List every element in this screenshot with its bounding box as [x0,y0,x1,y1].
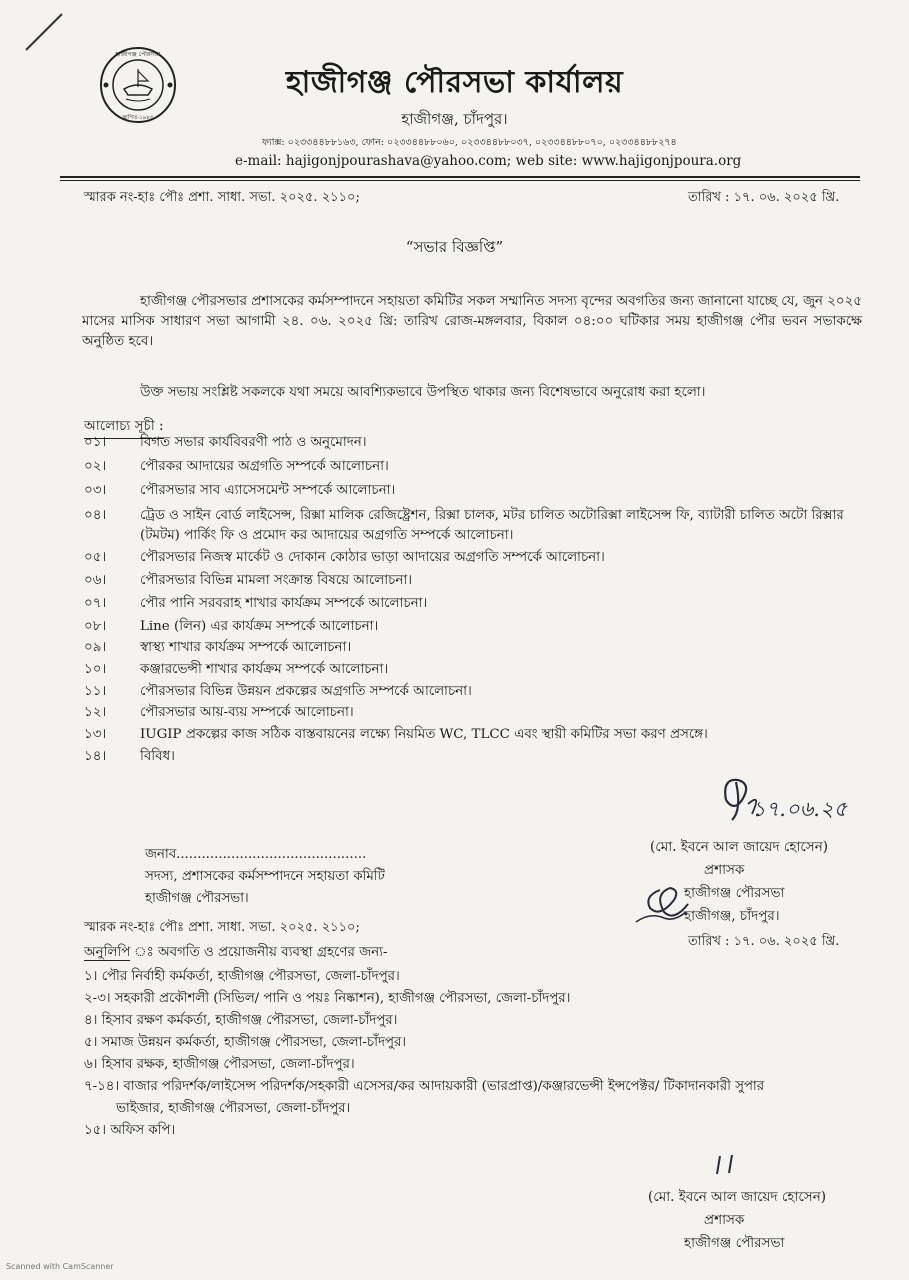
agenda-number: ১১। [84,684,107,699]
office-title: হাজীগঞ্জ পৌরসভা কার্যালয় [285,65,624,100]
signature-scribble-icon [630,878,710,928]
agenda-text: বিগত সভার কার্যবিবরণী পাঠ ও অনুমোদন। [140,435,367,450]
recipient-block [145,844,385,910]
agenda-text: Line (লিন) এর কার্যক্রম সম্পর্কে আলোচনা। [140,619,379,634]
copy-item: ৫। সমাজ উন্নয়ন কর্মকর্তা, হাজীগঞ্জ পৌরসভা, জেলা-চাঁদপুর। [84,1035,407,1050]
copy-item: ভাইজার, হাজীগঞ্জ পৌরসভা, জেলা-চাঁদপুর। [116,1101,351,1116]
signatory-name: (মো. ইবনে আল জায়েদ হোসেন) [650,839,829,855]
copy-item: ২-৩। সহকারী প্রকৌশলী (সিভিল/ পানি ও পয়ঃ নিষ্কাশন), হাজীগঞ্জ পৌরসভা, জেলা-চাঁদপুর। [84,991,571,1006]
agenda-text: পৌরসভার নিজস্ব মার্কেট ও দোকান কোঠার ভাড়া আদায়ের অগ্রগতি সম্পর্কে আলোচনা। [140,550,605,565]
agenda-text: পৌরসভার বিভিন্ন মামলা সংক্রান্ত বিষয়ে আলোচনা। [140,573,413,588]
copy-item: ৬। হিসাব রক্ষক, হাজীগঞ্জ পৌরসভা, জেলা-চাঁদপুর। [84,1057,355,1072]
agenda-text: পৌর পানি সরবরাহ শাখার কার্যক্রম সম্পর্কে আলোচনা। [140,596,428,611]
recipient-line-3: হাজীগঞ্জ পৌরসভা। [145,891,249,906]
agenda-number: ১৪। [84,749,107,764]
agenda-number: ০৫। [84,550,107,565]
agenda-number: ০৬। [84,573,107,588]
memo-date: তারিখ : ১৭. ০৬. ২০২৫ খ্রি. [688,190,840,205]
scanner-stamp: Scanned with CamScanner [6,1262,114,1271]
agenda-text: পৌরসভার আয়-ব্যয় সম্পর্কে আলোচনা। [140,705,354,720]
handwritten-date: ১৭.০৬.২৫ [752,797,848,821]
agenda-text: IUGIP প্রকল্পের কাজ সঠিক বাস্তবায়নের লক্ষ্যে নিয়মিত WC, TLCC এবং স্থায়ী কমিটির সভা করণ প্রসঙ্গে। [140,727,708,742]
header-divider [60,176,860,181]
handwritten-signature-icon [712,770,872,830]
logo-bottom-text: স্থাপিত-১৯৮৫ [122,115,154,121]
copy-item: ৪। হিসাব রক্ষণ কর্মকর্তা, হাজীগঞ্জ পৌরসভা, জেলা-চাঁদপুর। [84,1013,398,1028]
agenda-number: ০৪। [84,508,107,523]
agenda-number: ০৯। [84,640,107,655]
agenda-title: আলোচ্য সূচী : [84,415,164,439]
notice-paragraph-2: উক্ত সভায় সংশ্লিষ্ট সকলকে যথা সময়ে আবশ্যিকভাবে উপস্থিত থাকার জন্য বিশেষভাবে অনুরোধ করা হলো। [140,385,706,400]
signatory-title: প্রশাসক [704,862,745,878]
recipient-line-2: সদস্য, প্রশাসকের কর্মসম্পাদনে সহায়তা কমিটি [145,869,385,884]
office-email-web: e-mail: hajigonjpourashava@yahoo.com; web site: www.hajigonjpoura.org [235,153,742,169]
agenda-number: ০১। [84,435,107,450]
office-location: হাজীগঞ্জ, চাঁদপুর। [401,110,508,128]
agenda-text: স্বাস্থ্য শাখার কার্যক্রম সম্পর্কে আলোচনা। [140,640,352,655]
agenda-number: ১৩। [84,727,107,742]
copy-list [84,966,844,1142]
agenda-text: পৌরকর আদায়ের অগ্রগতি সম্পর্কে আলোচনা। [140,459,389,474]
notice-paragraph-1: হাজীগঞ্জ পৌরসভার প্রশাসকের কর্মসম্পাদনে সহায়তা কমিটির সকল সম্মানিত সদস্য বৃন্দের অবগতির জন্য জানানো যাচ্ছে যে, জুন ২০২৫ মাসের মাসিক সাধারণ সভা আগামী ২৪. ০৬. ২০২৫ খ্রি: তারিখ রোজ-মঙ্গলবার, বিকাল ০৪:০০ ঘটিকার সময় হাজীগঞ্জ পৌর ভবন সভাকক্ষে অনুষ্ঠিত হবে। [82,294,862,349]
agenda-number: ০২। [84,459,107,474]
signatory2-title: প্রশাসক [704,1212,745,1228]
agenda-number: ১২। [84,705,107,720]
signatory-place: হাজীগঞ্জ, চাঁদপুর। [684,908,780,924]
agenda-number: ০৩। [84,483,107,498]
notice-heading: “সভার বিজ্ঞপ্তি” [405,238,504,256]
agenda-text: পৌরসভার বিভিন্ন উন্নয়ন প্রকল্পের অগ্রগতি সম্পর্কে আলোচনা। [140,684,472,699]
signatory2-name: (মো. ইবনে আল জায়েদ হোসেন) [648,1189,827,1205]
logo-ring-text: হাজীগঞ্জ পৌরসভা [115,51,161,58]
office-contact-numbers: ফ্যাক্স: ০২৩৩৪৪৮৮১৬৩, ফোন: ০২৩৩৪৪৮৮০৬০, ০২৩৩৪৪৮৮০৩৭, ০২৩৩৪৪৮৮০৭০, ০২৩৩৪৪৮৮২৭৪ [262,137,677,148]
agenda-text: পৌরসভার সাব এ্যাসেসমেন্ট সম্পর্কে আলোচনা। [140,483,396,498]
agenda-number: ০৭। [84,596,107,611]
agenda-number: ০৮। [84,619,107,634]
agenda-text: ট্রেড ও সাইন বোর্ড লাইসেন্স, রিক্সা মালিক রেজিষ্ট্রেশন, রিক্সা চালক, মটর চালিত অটোরিক্সা লাইসেন্স ফি, ব্যাটারী চালিত অটো রিক্সার (টমটম) পার্কিং ফি ও প্রমোদ কর আদায়ের অগ্রগতি সম্পর্কে আলোচনা। [140,508,844,543]
copy-label: অনুলিপি [84,945,131,960]
memo-reference: স্মারক নং-হাঃ পৌঃ প্রশা. সাধা. সভা. ২০২৫. ২১১০; [84,190,360,205]
agenda-text: বিবিধ। [140,749,175,764]
signatory2-block [648,1186,888,1255]
copy-item: ১৫। অফিস কপি। [84,1123,176,1138]
initial-mark-icon [712,1152,742,1178]
agenda-number: ১০। [84,662,107,677]
agenda-text: কঞ্জারভেন্সী শাখার কার্যক্রম সম্পর্কে আলোচনা। [140,662,389,677]
copy-heading [84,942,387,964]
memo2-date: তারিখ : ১৭. ০৬. ২০২৫ খ্রি. [688,934,840,949]
signatory2-org: হাজীগঞ্জ পৌরসভা [684,1235,785,1251]
copy-item: ৭-১৪। বাজার পরিদর্শক/লাইসেন্স পরিদর্শক/সহকারী এসেসর/কর আদায়কারী (ভারপ্রাপ্ত)/কঞ্জারভেন্সী ইন্সপেক্টর/ টিকাদানকারী সুপার [84,1079,765,1094]
memo2-reference: স্মারক নং-হাঃ পৌঃ প্রশা. সাধা. সভা. ২০২৫. ২১১০; [84,920,360,935]
recipient-line-1: জনাব............................................. [145,847,367,862]
pen-mark [20,6,70,56]
copy-item: ১। পৌর নির্বাহী কর্মকর্তা, হাজীগঞ্জ পৌরসভা, জেলা-চাঁদপুর। [84,969,400,984]
signatory-org: হাজীগঞ্জ পৌরসভা [684,885,785,901]
copy-label-rest: ঃ অবগতি ও প্রয়োজনীয় ব্যবস্থা গ্রহণের জন্য- [153,945,388,960]
